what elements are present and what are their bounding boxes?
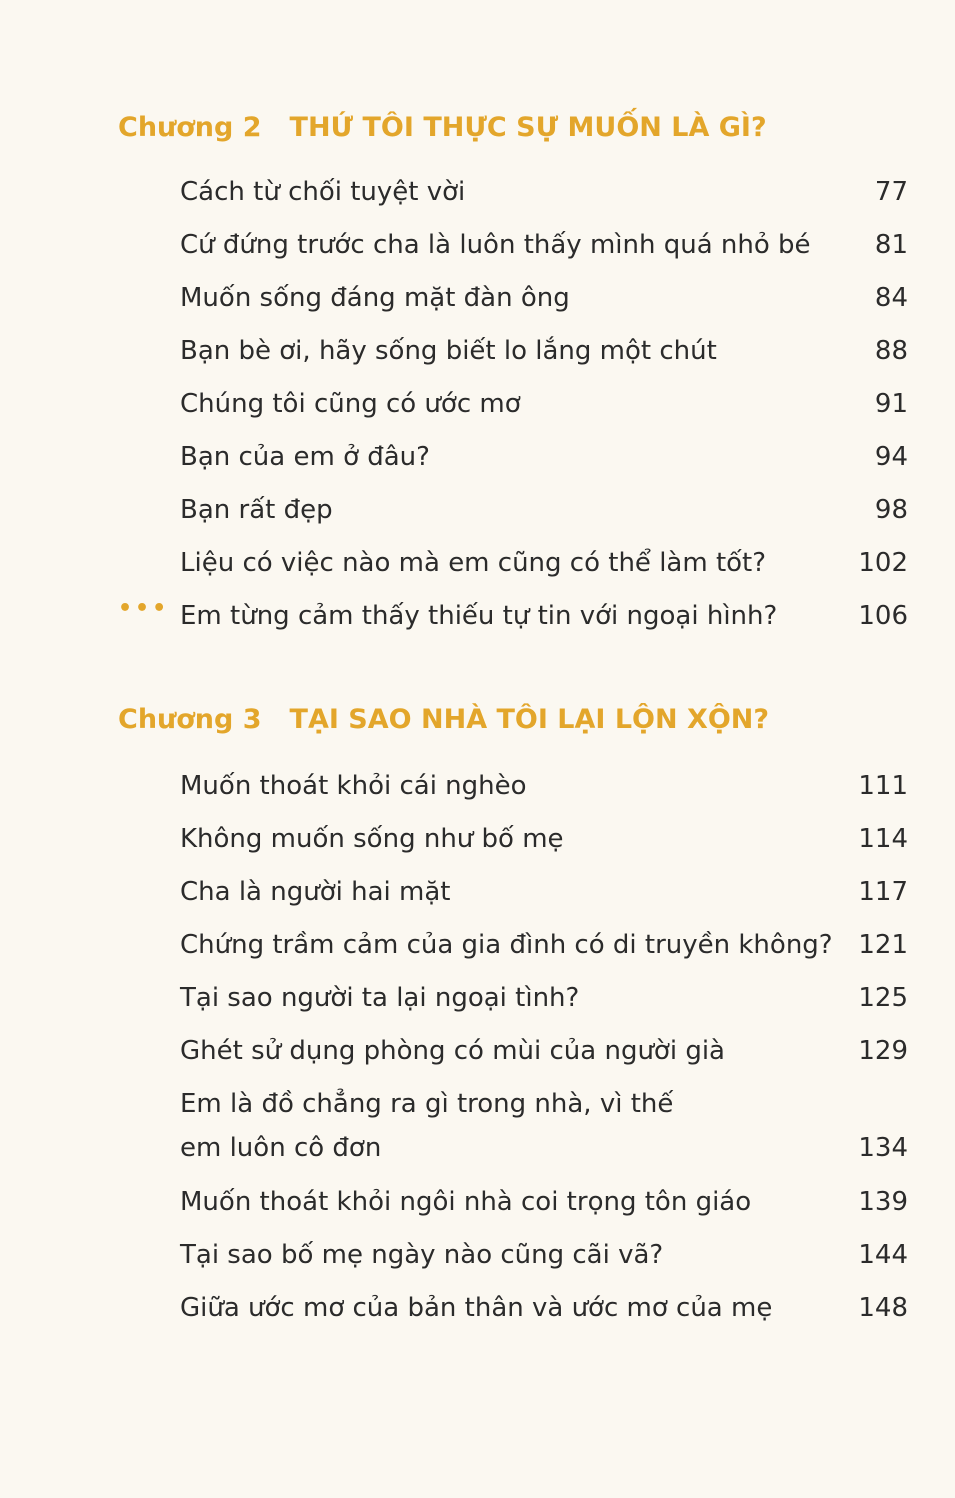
entry-title: Muốn sống đáng mặt đàn ông — [180, 283, 570, 313]
entry-title: Bạn rất đẹp — [180, 495, 333, 525]
entry-title: Giữa ước mơ của bản thân và ước mơ của mẹ — [180, 1293, 773, 1323]
entry-title-line2: em luôn cô đơn — [180, 1133, 382, 1163]
entry-page: 148 — [858, 1293, 908, 1323]
chapter-3-heading — [118, 704, 918, 735]
entry-page: 88 — [874, 336, 908, 366]
toc-entry — [180, 1029, 908, 1073]
entry-page: 106 — [858, 601, 908, 631]
entry-page: 111 — [858, 771, 908, 801]
entry-title: Ghét sử dụng phòng có mùi của người già — [180, 1036, 725, 1066]
entry-title: Chúng tôi cũng có ước mơ — [180, 389, 521, 419]
entry-title: Không muốn sống như bố mẹ — [180, 824, 564, 854]
toc-entry — [180, 923, 908, 967]
toc-entry — [180, 541, 908, 585]
entry-page: 121 — [858, 930, 908, 960]
chapter-number: Chương 3 — [118, 704, 262, 735]
entry-title: Tại sao bố mẹ ngày nào cũng cãi vã? — [180, 1240, 664, 1270]
entry-title-line1: Em là đồ chẳng ra gì trong nhà, vì thế — [180, 1089, 674, 1119]
entry-title: Cứ đứng trước cha là luôn thấy mình quá nhỏ bé — [180, 230, 811, 260]
toc-entry — [180, 817, 908, 861]
entry-page: 144 — [858, 1240, 908, 1270]
entry-page: 94 — [874, 442, 908, 472]
entry-page: 81 — [874, 230, 908, 260]
toc-entry — [180, 764, 908, 808]
entry-page: 77 — [874, 177, 908, 207]
entry-title: Bạn bè ơi, hãy sống biết lo lắng một chút — [180, 336, 717, 366]
entry-page: 102 — [858, 548, 908, 578]
entry-title: Cách từ chối tuyệt vời — [180, 177, 466, 207]
chapter-2-heading — [118, 112, 918, 143]
entry-title: Tại sao người ta lại ngoại tình? — [180, 983, 580, 1013]
entry-page: 125 — [858, 983, 908, 1013]
entry-page: 98 — [874, 495, 908, 525]
toc-entry — [180, 382, 908, 426]
toc-entry — [180, 329, 908, 373]
toc-entry — [180, 594, 908, 638]
toc-entry — [180, 223, 908, 267]
entry-title: Em từng cảm thấy thiếu tự tin với ngoại hình? — [180, 601, 778, 631]
entry-page: 84 — [874, 283, 908, 313]
entry-page: 117 — [858, 877, 908, 907]
toc-entry — [180, 1082, 908, 1172]
entry-title: Cha là người hai mặt — [180, 877, 451, 907]
entry-title: Muốn thoát khỏi ngôi nhà coi trọng tôn giáo — [180, 1187, 752, 1217]
entry-title: Chứng trầm cảm của gia đình có di truyền không? — [180, 930, 833, 960]
toc-entry — [180, 870, 908, 914]
chapter-title: TẠI SAO NHÀ TÔI LẠI LỘN XỘN? — [289, 704, 770, 735]
chapter-number: Chương 2 — [118, 112, 262, 143]
entry-page: 91 — [874, 389, 908, 419]
toc-entry — [180, 170, 908, 214]
toc-entry — [180, 435, 908, 479]
toc-entry — [180, 1180, 908, 1224]
toc-entry — [180, 488, 908, 532]
entry-page: 114 — [858, 824, 908, 854]
toc-entry — [180, 976, 908, 1020]
entry-page: 129 — [858, 1036, 908, 1066]
entry-title: Liệu có việc nào mà em cũng có thể làm tốt? — [180, 548, 767, 578]
entry-page: 134 — [858, 1133, 908, 1163]
entry-title: Bạn của em ở đâu? — [180, 442, 430, 472]
chapter-title: THỨ TÔI THỰC SỰ MUỐN LÀ GÌ? — [289, 112, 767, 143]
toc-entry — [180, 1286, 908, 1330]
toc-entry — [180, 276, 908, 320]
entry-page: 139 — [858, 1187, 908, 1217]
entry-title: Muốn thoát khỏi cái nghèo — [180, 771, 527, 801]
toc-entry — [180, 1233, 908, 1277]
decorative-dots: ••• — [118, 596, 170, 621]
